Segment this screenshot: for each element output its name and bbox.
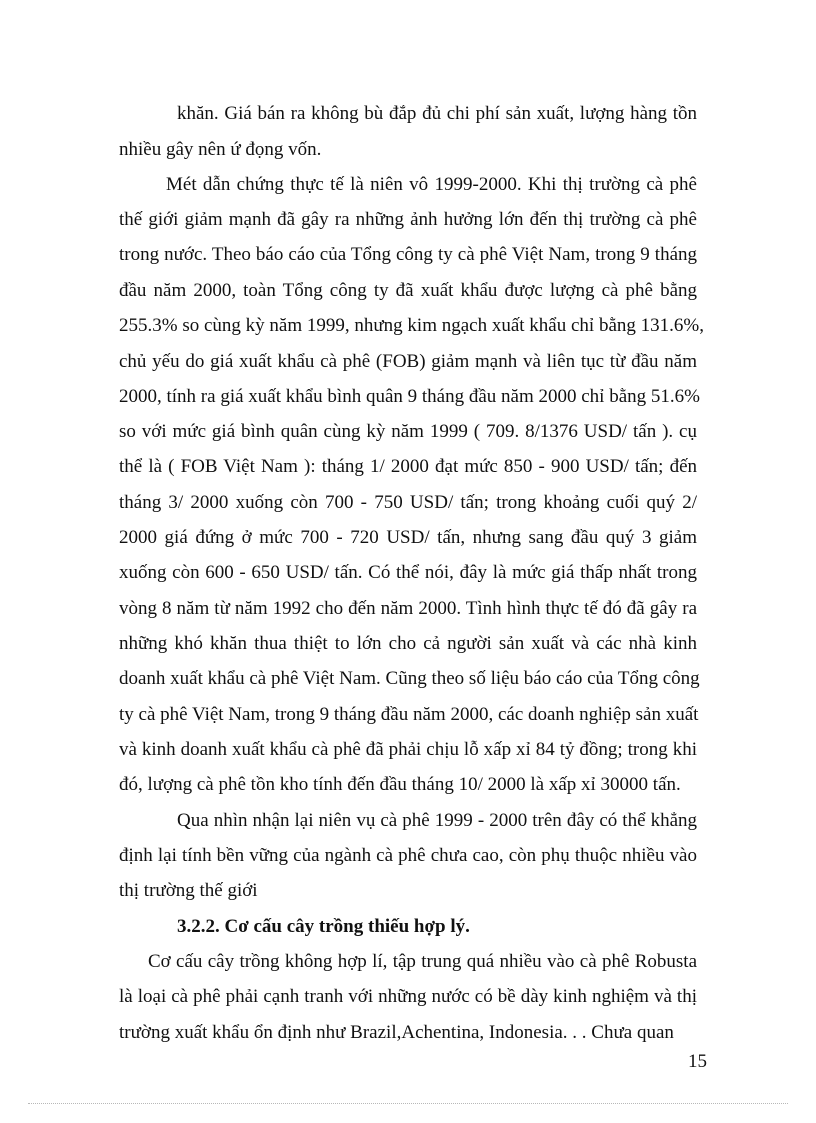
text-line: trong nước. Theo báo cáo của Tổng công ty cà phê Việt Nam, trong 9 tháng [119, 244, 697, 265]
text-line: xuống còn 600 - 650 USD/ tấn. Có thể nói, đây là mức giá thấp nhất trong [119, 562, 697, 583]
text-line: doanh xuất khẩu cà phê Việt Nam. Cũng theo số liệu báo cáo của Tổng công [119, 668, 700, 689]
text-line: ty cà phê Việt Nam, trong 9 tháng đầu năm 2000, các doanh nghiệp sản xuất [119, 704, 699, 725]
text-line: những khó khăn thua thiệt to lớn cho cả người sản xuất và các nhà kinh [119, 633, 697, 654]
text-line: định lại tính bền vững của ngành cà phê chưa cao, còn phụ thuộc nhiều vào [119, 845, 697, 866]
text-line: vòng 8 năm từ năm 1992 cho đến năm 2000. Tình hình thực tế đó đã gây ra [119, 598, 697, 619]
text-line: thị trường thế giới [119, 880, 258, 901]
text-line: 2000 giá đứng ở mức 700 - 720 USD/ tấn, nhưng sang đầu quý 3 giảm [119, 527, 697, 548]
text-line: và kinh doanh xuất khẩu cà phê đã phải chịu lỗ xấp xỉ 84 tỷ đồng; trong khi [119, 739, 697, 760]
page-number: 15 [688, 1051, 707, 1072]
text-line: Cơ cấu cây trồng không hợp lí, tập trung quá nhiều vào cà phê Robusta [148, 951, 697, 972]
text-line: thế giới giảm mạnh đã gây ra những ảnh hưởng lớn đến thị trường cà phê [119, 209, 697, 230]
text-line: thể là ( FOB Việt Nam ): tháng 1/ 2000 đạt mức 850 - 900 USD/ tấn; đến [119, 456, 697, 477]
text-line: 2000, tính ra giá xuất khẩu bình quân 9 tháng đầu năm 2000 chỉ bằng 51.6% [119, 386, 700, 407]
text-line: khăn. Giá bán ra không bù đắp đủ chi phí sản xuất, lượng hàng tồn [177, 103, 697, 124]
section-heading: 3.2.2. Cơ cấu cây trồng thiếu hợp lý. [177, 916, 470, 937]
text-line: Qua nhìn nhận lại niên vụ cà phê 1999 - 2000 trên đây có thể khẳng [177, 810, 697, 831]
text-line: chủ yếu do giá xuất khẩu cà phê (FOB) giảm mạnh và liên tục từ đầu năm [119, 351, 697, 372]
text-line: 255.3% so cùng kỳ năm 1999, nhưng kim ngạch xuất khẩu chỉ bằng 131.6%, [119, 315, 704, 336]
text-line: Mét dẫn chứng thực tế là niên vô 1999-2000. Khi thị trường cà phê [166, 174, 697, 195]
text-line: là loại cà phê phải cạnh tranh với những nước có bề dày kinh nghiệm và thị [119, 986, 697, 1007]
page-bottom-border [28, 1103, 788, 1104]
text-line: trường xuất khẩu ổn định như Brazil,Achentina, Indonesia. . . Chưa quan [119, 1022, 674, 1043]
text-line: so với mức giá bình quân cùng kỳ năm 1999 ( 709. 8/1376 USD/ tấn ). cụ [119, 421, 697, 442]
text-line: đầu năm 2000, toàn Tổng công ty đã xuất khẩu được lượng cà phê bằng [119, 280, 697, 301]
text-line: đó, lượng cà phê tồn kho tính đến đầu tháng 10/ 2000 là xấp xỉ 30000 tấn. [119, 774, 681, 795]
text-line: nhiều gây nên ứ đọng vốn. [119, 139, 322, 160]
text-line: tháng 3/ 2000 xuống còn 700 - 750 USD/ tấn; trong khoảng cuối quý 2/ [119, 492, 697, 513]
